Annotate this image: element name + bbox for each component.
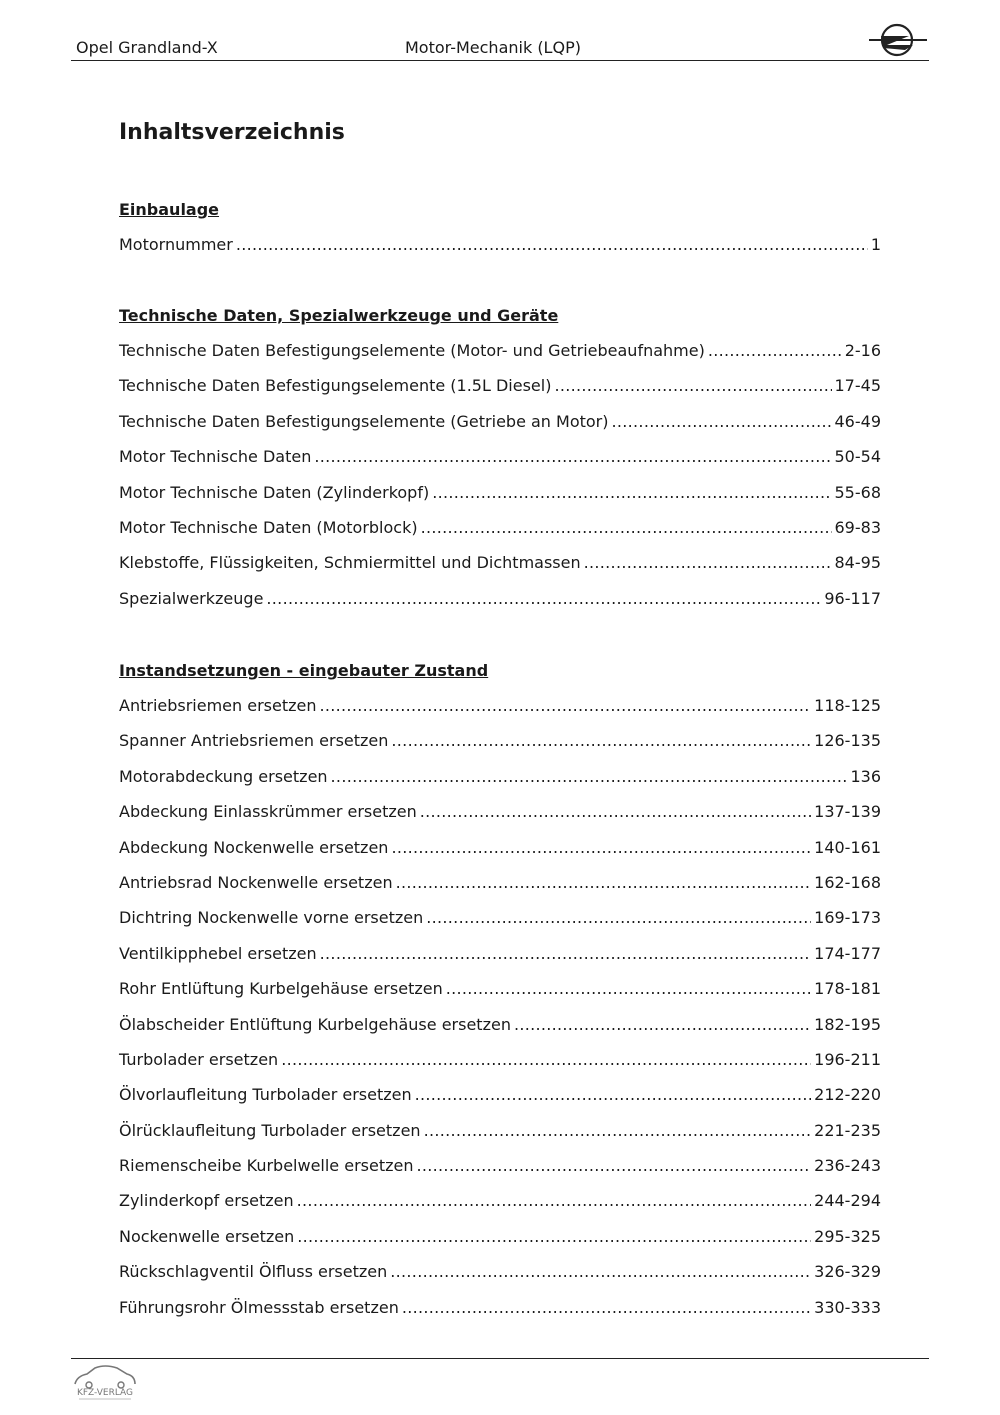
dot-leader (297, 1227, 811, 1246)
toc-entry-label: Rückschlagventil Ölfluss ersetzen (119, 1262, 388, 1282)
toc-entry[interactable] (119, 1156, 881, 1191)
toc-entry-page: 169-173 (814, 908, 881, 928)
toc-entry-label: Motornummer (119, 235, 233, 254)
toc-entry[interactable] (119, 1262, 881, 1297)
toc-entry-label: Antriebsriemen ersetzen (119, 696, 317, 715)
page-header (71, 30, 929, 61)
toc-entry-label: Ölrücklaufleitung Turbolader ersetzen (119, 1120, 421, 1140)
toc-entry[interactable] (119, 1191, 881, 1226)
toc-entry[interactable] (119, 731, 881, 766)
toc-entry-page: 140-161 (814, 837, 881, 857)
toc-entry-page: 178-181 (814, 979, 881, 999)
dot-leader (432, 483, 831, 502)
toc-entry[interactable] (119, 341, 881, 376)
dot-leader (426, 908, 811, 927)
dot-leader (584, 553, 832, 572)
dot-leader (415, 1085, 812, 1104)
toc-entry-label: Turbolader ersetzen (119, 1049, 279, 1069)
header-model: Opel Grandland-X (76, 38, 218, 57)
section-heading: Technische Daten, Spezialwerkzeuge und Geräte (119, 306, 559, 325)
toc-entry-page: 330-333 (814, 1297, 881, 1317)
dot-leader (446, 979, 811, 998)
toc-entry-page: 46-49 (834, 411, 881, 431)
toc-entry-label: Rohr Entlüftung Kurbelgehäuse ersetzen (119, 979, 443, 999)
toc-entry-page: 55-68 (834, 482, 881, 502)
toc-entry[interactable] (119, 1298, 881, 1333)
toc-entry[interactable] (119, 589, 881, 624)
dot-leader (417, 1156, 812, 1175)
toc-section-technische-daten (119, 306, 881, 624)
toc-entry-label: Technische Daten Befestigungselemente (1.5L Diesel) (119, 376, 552, 396)
dot-leader (391, 731, 811, 750)
toc-entry-page: 295-325 (814, 1226, 881, 1246)
toc-entry-label: Dichtring Nockenwelle vorne ersetzen (119, 908, 424, 928)
toc-entry[interactable] (119, 447, 881, 482)
toc-entry-page: 182-195 (814, 1014, 881, 1034)
toc-entry-page: 136 (850, 766, 881, 786)
toc-entry[interactable] (119, 1050, 881, 1085)
dot-leader (396, 873, 812, 892)
dot-leader (320, 696, 812, 715)
toc-entry-label: Motor Technische Daten (Zylinderkopf) (119, 482, 430, 502)
toc-entry[interactable] (119, 1085, 881, 1120)
toc-entry-label: Ölabscheider Entlüftung Kurbelgehäuse ersetzen (119, 1014, 511, 1034)
toc-entry-label: Abdeckung Einlasskrümmer ersetzen (119, 802, 417, 822)
toc-entry[interactable] (119, 838, 881, 873)
toc-entry-page: 126-135 (814, 731, 881, 751)
toc-entry[interactable] (119, 483, 881, 518)
toc-entry-label: Führungsrohr Ölmessstab ersetzen (119, 1297, 399, 1317)
toc-entry-label: Motorabdeckung ersetzen (119, 766, 328, 786)
toc-entry-page: 1 (870, 235, 881, 254)
toc-entry-page: 50-54 (834, 447, 881, 467)
toc-entry[interactable] (119, 1227, 881, 1262)
dot-leader (281, 1050, 811, 1069)
toc-entry-page: 221-235 (814, 1120, 881, 1140)
dot-leader (421, 518, 832, 537)
toc-entry-label: Antriebsrad Nockenwelle ersetzen (119, 872, 393, 892)
dot-leader (708, 341, 842, 360)
toc-entry[interactable] (119, 696, 881, 731)
dot-leader (320, 944, 811, 963)
toc-entry-label: Abdeckung Nockenwelle ersetzen (119, 837, 389, 857)
toc-entry[interactable] (119, 1121, 881, 1156)
kfz-verlag-car-logo-icon (71, 1360, 139, 1402)
toc-entry[interactable] (119, 235, 881, 270)
toc-entry-label: Spezialwerkzeuge (119, 588, 264, 608)
toc-entry-page: 2-16 (844, 341, 881, 360)
section-heading: Einbaulage (119, 200, 220, 219)
dot-leader (402, 1298, 811, 1317)
toc-entry-page: 236-243 (814, 1156, 881, 1176)
toc-entry[interactable] (119, 412, 881, 447)
dot-leader (314, 447, 831, 466)
toc-entry[interactable] (119, 553, 881, 588)
toc-entry[interactable] (119, 376, 881, 411)
toc-entry[interactable] (119, 1015, 881, 1050)
toc-entry-label: Ventilkipphebel ersetzen (119, 943, 317, 963)
toc-entry-page: 174-177 (814, 943, 881, 963)
toc-entry-page: 196-211 (814, 1049, 881, 1069)
header-manual-title: Motor-Mechanik (LQP) (405, 38, 581, 57)
toc-entry-label: Technische Daten Befestigungselemente (Motor- und Getriebeaufnahme) (119, 341, 705, 360)
dot-leader (266, 589, 821, 608)
toc-entry-page: 162-168 (814, 872, 881, 892)
toc-entry-page: 84-95 (834, 553, 881, 573)
toc-entry-page: 244-294 (814, 1191, 881, 1211)
toc-section-instandsetzungen (119, 661, 881, 1333)
page-title: Inhaltsverzeichnis (119, 120, 345, 145)
toc-entry-page: 69-83 (834, 517, 881, 537)
footer-logo-text: KFZ-VERLAG (76, 1388, 134, 1398)
toc-entry-label: Ölvorlaufleitung Turbolader ersetzen (119, 1085, 412, 1105)
toc-entry-label: Spanner Antriebsriemen ersetzen (119, 731, 389, 751)
dot-leader (297, 1191, 811, 1210)
dot-leader (514, 1015, 811, 1034)
dot-leader (420, 802, 811, 821)
opel-logo-icon (867, 18, 929, 58)
toc-entry-label: Riemenscheibe Kurbelwelle ersetzen (119, 1156, 414, 1176)
toc-entry-page: 326-329 (814, 1262, 881, 1282)
toc-entry-page: 96-117 (824, 588, 881, 608)
toc-entry-label: Motor Technische Daten (Motorblock) (119, 517, 418, 537)
toc-entry-page: 118-125 (814, 696, 881, 715)
toc-entry-page: 212-220 (814, 1085, 881, 1105)
dot-leader (390, 1262, 811, 1281)
toc-entry[interactable] (119, 944, 881, 979)
toc-entry[interactable] (119, 802, 881, 837)
toc-entry[interactable] (119, 518, 881, 553)
dot-leader (236, 235, 868, 254)
footer-rule (71, 1358, 929, 1359)
dot-leader (391, 838, 811, 857)
dot-leader (612, 412, 832, 431)
dot-leader (554, 376, 831, 395)
toc-entry[interactable] (119, 979, 881, 1014)
dot-leader (424, 1121, 812, 1140)
section-heading: Instandsetzungen - eingebauter Zustand (119, 661, 489, 680)
toc-entry[interactable] (119, 908, 881, 943)
toc-entry-label: Klebstoffe, Flüssigkeiten, Schmiermittel und Dichtmassen (119, 553, 581, 573)
toc-entry-label: Nockenwelle ersetzen (119, 1226, 295, 1246)
toc-entry-label: Technische Daten Befestigungselemente (Getriebe an Motor) (119, 411, 609, 431)
toc-entry-label: Motor Technische Daten (119, 447, 312, 467)
dot-leader (331, 767, 848, 786)
toc-entry-page: 17-45 (834, 376, 881, 396)
toc-section-einbaulage (119, 200, 881, 270)
toc-entry[interactable] (119, 767, 881, 802)
toc-entry-page: 137-139 (814, 802, 881, 822)
toc-entry-label: Zylinderkopf ersetzen (119, 1191, 294, 1211)
toc-entry[interactable] (119, 873, 881, 908)
